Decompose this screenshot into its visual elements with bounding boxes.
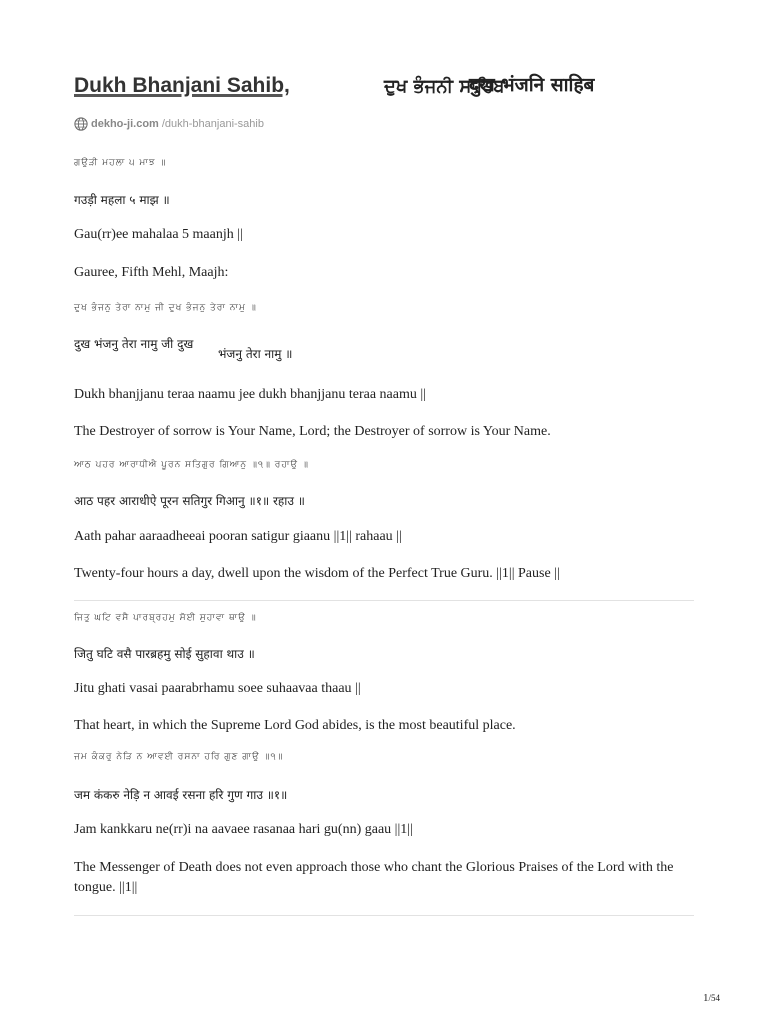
verse-transliteration: Jam kankkaru ne(rr)i na aavaee rasanaa hari gu(nn) gaau ||1||: [74, 822, 413, 837]
verse-gurmukhi: ਆਠ ਪਹਰ ਆਰਾਧੀਐ ਪੂਰਨ ਸਤਿਗੁਰ ਗਿਆਨੁ ॥੧॥ ਰਹਾਉ ॥: [74, 460, 309, 470]
title-row: [74, 68, 694, 110]
page-title[interactable]: Dukh Bhanjani Sahib,: [74, 74, 290, 97]
page-current: 1: [702, 992, 709, 1004]
verse-translation: The Messenger of Death does not even approach those who chant the Glorious Praises of the Lord with the tongue. ||1||: [74, 860, 674, 895]
verse-transliteration: Gau(rr)ee mahalaa 5 maanjh ||: [74, 227, 243, 242]
page-number: [703, 992, 720, 1004]
verse-devanagari: दुख भंजनु तेरा नामु जी दुख: [74, 337, 194, 351]
verse-transliteration: Dukh bhanjjanu teraa naamu jee dukh bhanjjanu teraa naamu ||: [74, 387, 426, 402]
verse-transliteration: Jitu ghati vasai paarabrhamu soee suhaavaa thaau ||: [74, 681, 361, 696]
verse-devanagari: आठ पहर आराधीऐ पूरन सतिगुर गिआनु ॥१॥ रहाउ ॥: [74, 494, 305, 508]
verse-translation: Gauree, Fifth Mehl, Maajh:: [74, 265, 229, 280]
verse-translation: That heart, in which the Supreme Lord God abides, is the most beautiful place.: [74, 718, 516, 733]
verse-devanagari: जितु घटि वसै पारब्रहमु सोई सुहावा थाउ ॥: [74, 647, 255, 661]
verse-gurmukhi: ਜਿਤੁ ਘਟਿ ਵਸੈ ਪਾਰਬ੍ਰਹਮੁ ਸੋਈ ਸੁਹਾਵਾ ਥਾਉ ॥: [74, 613, 257, 623]
verse-gurmukhi: ਦੁਖ ਭੰਜਨੁ ਤੇਰਾ ਨਾਮੁ ਜੀ ਦੁਖ ਭੰਜਨੁ ਤੇਰਾ ਨਾਮੁ ॥: [74, 303, 257, 313]
source-path: /dukh-bhanjani-sahib: [161, 118, 264, 130]
verse-transliteration: Aath pahar aaraadheeai pooran satigur giaanu ||1|| rahaau ||: [74, 529, 402, 544]
verse-gurmukhi: ਜਮ ਕੰਕਰੁ ਨੇੜਿ ਨ ਆਵਈ ਰਸਨਾ ਹਰਿ ਗੁਣ ਗਾਉ ॥੧॥: [74, 752, 284, 762]
verse-gurmukhi: ਗਉੜੀ ਮਹਲਾ ੫ ਮਾਝ ॥: [74, 158, 167, 168]
divider: [74, 600, 694, 601]
globe-icon: [74, 117, 88, 131]
verse-devanagari: जम कंकरु नेड़ि न आवई रसना हरि गुण गाउ ॥१॥: [74, 788, 288, 802]
source-domain: dekho-ji.com: [91, 118, 159, 130]
page-title-gurmukhi: ਦੁਖ ਭੰਜਨੀ ਸਾਹਿਬ: [384, 76, 505, 97]
verse-translation: Twenty-four hours a day, dwell upon the wisdom of the Perfect True Guru. ||1|| Pause ||: [74, 566, 560, 581]
source-link[interactable]: [74, 117, 264, 131]
page-total: /54: [708, 993, 720, 1003]
verse-devanagari-continued: भंजनु तेरा नामु ॥: [218, 347, 293, 361]
divider: [74, 915, 694, 916]
verse-devanagari: गउड़ी महला ५ माझ ॥: [74, 193, 170, 207]
page-title-devanagari: दुख भंजनि साहिब: [469, 74, 595, 96]
verse-translation: The Destroyer of sorrow is Your Name, Lord; the Destroyer of sorrow is Your Name.: [74, 424, 551, 439]
